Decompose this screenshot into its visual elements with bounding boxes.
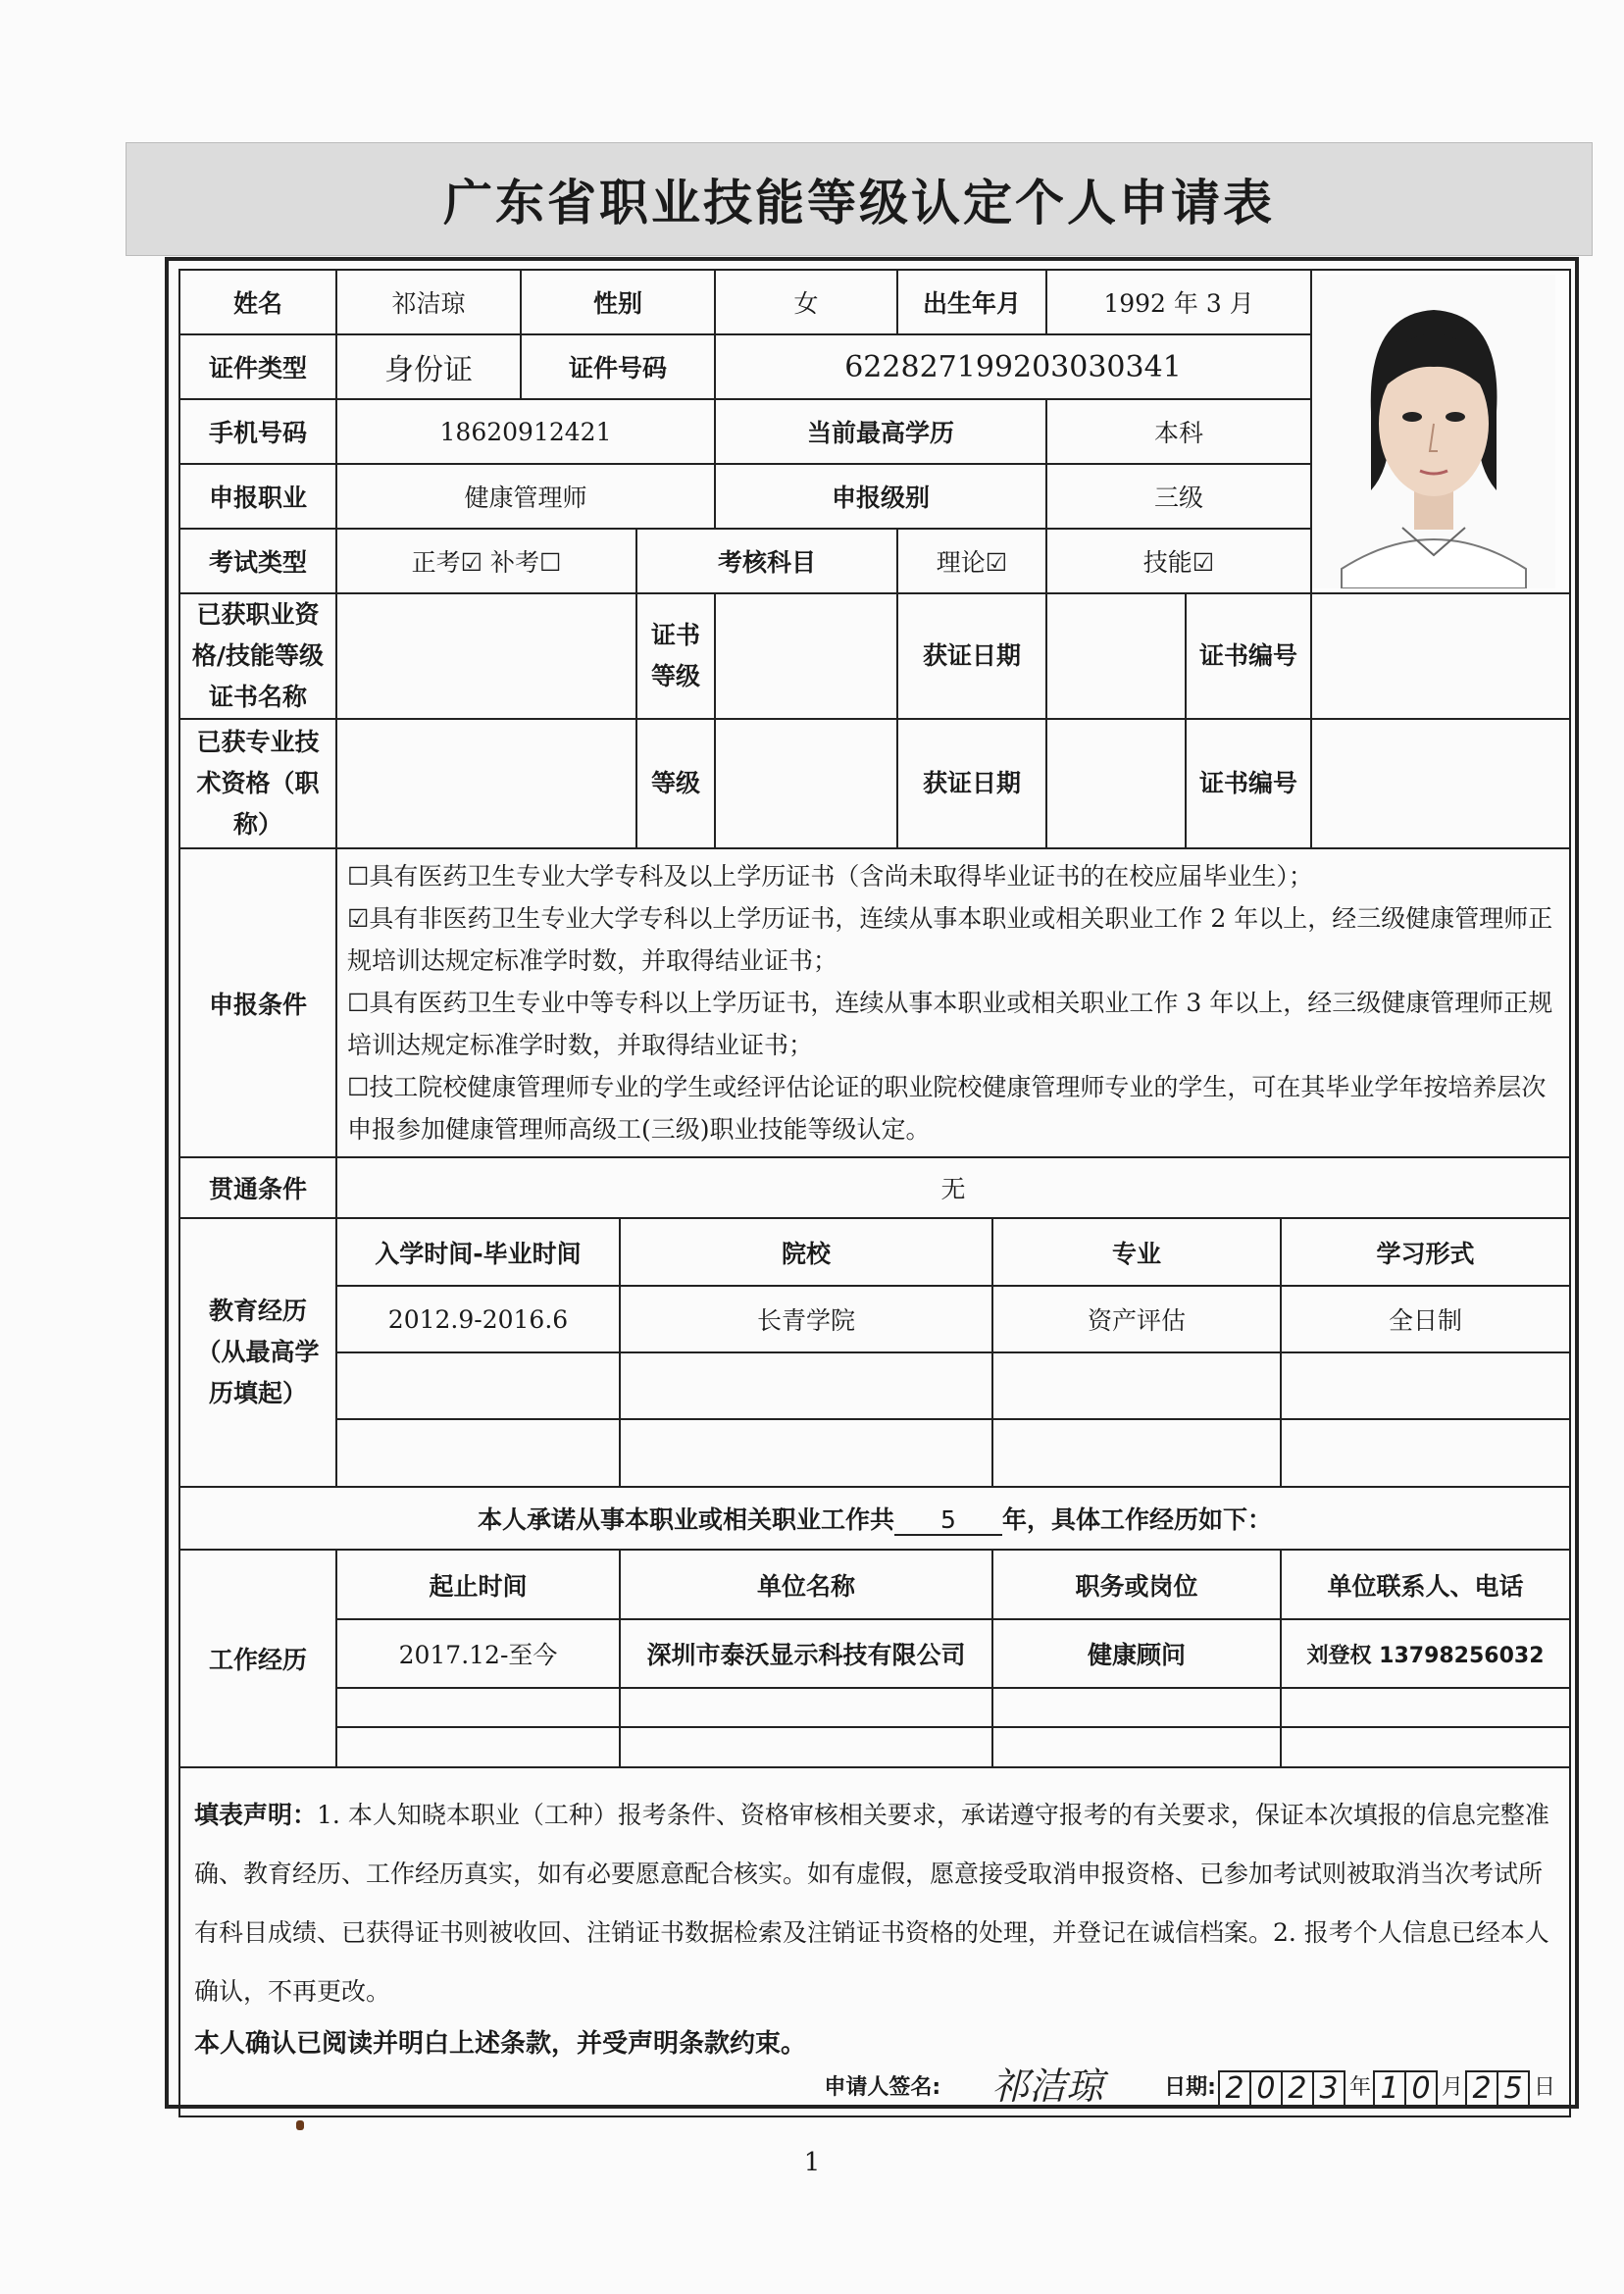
work-period-cell[interactable] (337, 1727, 620, 1766)
work-header-company: 单位名称 (620, 1551, 992, 1619)
condition-option[interactable]: ☐技工院校健康管理师专业的学生或经评估论证的职业院校健康管理师专业的学生，可在其毕业学年按培养层次申报参加健康管理师高级工(三级)职业技能等级认定。 (347, 1073, 1547, 1144)
edu-school-cell[interactable] (620, 1419, 992, 1486)
work-position-cell[interactable] (992, 1727, 1281, 1766)
day-unit: 日 (1534, 2075, 1556, 2100)
id-number-label: 证件号码 (521, 334, 715, 399)
gender-label: 性别 (521, 270, 715, 334)
signature-label: 申请人签名: (824, 2075, 941, 2100)
id-type-label: 证件类型 (179, 334, 336, 399)
edu-period-cell[interactable] (337, 1419, 620, 1486)
portrait-image (1312, 275, 1555, 588)
edu-school-cell[interactable]: 长青学院 (620, 1286, 992, 1352)
edu-period-cell[interactable] (337, 1352, 620, 1419)
date-digit-box[interactable]: 0 (1404, 2070, 1438, 2108)
date-digit-box[interactable]: 0 (1249, 2070, 1283, 2108)
edu-mode-cell[interactable]: 全日制 (1281, 1286, 1569, 1352)
cert-number-label: 证书编号 (1186, 593, 1311, 719)
work-history-label: 工作经历 (179, 1550, 336, 1767)
prof-level-value[interactable] (715, 719, 897, 848)
promise-years[interactable]: 5 (894, 1505, 1002, 1536)
phone-label: 手机号码 (179, 399, 336, 464)
cert-level-value[interactable] (715, 593, 897, 719)
work-company-cell[interactable] (620, 1727, 992, 1766)
edu-header-period: 入学时间-毕业时间 (337, 1219, 620, 1286)
date-digit-box[interactable]: 2 (1218, 2070, 1251, 2108)
gender-value[interactable]: 女 (715, 270, 897, 334)
qualification-label: 已获职业资格/技能等级证书名称 (179, 593, 336, 719)
occupation-value[interactable]: 健康管理师 (336, 464, 715, 529)
year-unit: 年 (1348, 2075, 1371, 2100)
edu-major-cell[interactable] (992, 1419, 1281, 1486)
education-value[interactable]: 本科 (1046, 399, 1311, 464)
education-history-table (336, 1218, 1570, 1487)
work-header-contact: 单位联系人、电话 (1281, 1551, 1569, 1619)
prof-issue-date-label: 获证日期 (897, 719, 1046, 848)
prof-level-label: 等级 (636, 719, 715, 848)
id-type-value[interactable]: 身份证 (336, 334, 521, 399)
promise-suffix: 年，具体工作经历如下： (1002, 1505, 1273, 1534)
condition-option[interactable]: ☑具有非医药卫生专业大学专科以上学历证书，连续从事本职业或相关职业工作 2 年以上，经三级健康管理师正规培训达规定标准学时数，并取得结业证书； (347, 904, 1553, 975)
prof-cert-number-label: 证书编号 (1186, 719, 1311, 848)
professional-title-label: 已获专业技术资格（职称） (179, 719, 336, 848)
name-label: 姓名 (179, 270, 336, 334)
declaration-text: 1. 本人知晓本职业（工种）报考条件、资格审核相关要求，承诺遵守报考的有关要求，保证本次填报的信息完整准确、教育经历、工作经历真实，如有必要愿意配合核实。如有虚假，愿意接受取消申报资格、已参加考试则被取消当次考试所有科目成绩、已获得证书则被收回、注销证书数据检索及注销证书资格的处理，并登记在诚信档案。2. 报考个人信息已经本人确认，不再更改。 (194, 1801, 1549, 2006)
edu-header-school: 院校 (620, 1219, 992, 1286)
education-history-label: 教育经历（从最高学历填起） (179, 1218, 336, 1487)
work-company-cell[interactable] (620, 1688, 992, 1727)
work-contact-cell[interactable] (1281, 1727, 1569, 1766)
qualification-value[interactable] (336, 593, 636, 719)
education-label: 当前最高学历 (715, 399, 1046, 464)
through-label: 贯通条件 (179, 1157, 336, 1218)
date-digit-box[interactable]: 3 (1312, 2070, 1345, 2108)
work-header-position: 职务或岗位 (992, 1551, 1281, 1619)
exam-type-label: 考试类型 (179, 529, 336, 593)
through-value[interactable]: 无 (336, 1157, 1570, 1218)
birth-label: 出生年月 (897, 270, 1046, 334)
declaration-confirm: 本人确认已阅读并明白上述条款，并受声明条款约束。 (194, 2029, 807, 2059)
month-unit: 月 (1441, 2075, 1463, 2100)
work-contact-cell[interactable]: 刘登权 13798256032 (1281, 1619, 1569, 1688)
declaration (179, 1767, 1570, 2116)
edu-header-mode: 学习形式 (1281, 1219, 1569, 1286)
level-label: 申报级别 (715, 464, 1046, 529)
exam-type-options[interactable]: 正考☑ 补考☐ (336, 529, 636, 593)
id-number-value[interactable]: 622827199203030341 (715, 334, 1311, 399)
professional-title-value[interactable] (336, 719, 636, 848)
occupation-label: 申报职业 (179, 464, 336, 529)
date-label: 日期: (1164, 2075, 1216, 2100)
issue-date-value[interactable] (1046, 593, 1186, 719)
name-value[interactable]: 祁洁琼 (336, 270, 521, 334)
work-company-cell[interactable]: 深圳市泰沃显示科技有限公司 (620, 1619, 992, 1688)
date-month-boxes[interactable] (1375, 2070, 1438, 2108)
applicant-photo (1311, 270, 1570, 593)
conditions-list (336, 848, 1570, 1157)
condition-option[interactable]: ☐具有医药卫生专业中等专科以上学历证书，连续从事本职业或相关职业工作 3 年以上，经三级健康管理师正规培训达规定标准学时数，并取得结业证书； (347, 989, 1553, 1059)
page-number: 1 (803, 2148, 821, 2177)
edu-major-cell[interactable] (992, 1352, 1281, 1419)
work-period-cell[interactable]: 2017.12-至今 (337, 1619, 620, 1688)
work-contact-cell[interactable] (1281, 1688, 1569, 1727)
level-value[interactable]: 三级 (1046, 464, 1311, 529)
edu-mode-cell[interactable] (1281, 1419, 1569, 1486)
promise-prefix: 本人承诺从事本职业或相关职业工作共 (477, 1505, 894, 1534)
date-day-boxes[interactable] (1467, 2070, 1530, 2108)
work-header-period: 起止时间 (337, 1551, 620, 1619)
condition-option[interactable]: ☐具有医药卫生专业大学专科及以上学历证书（含尚未取得毕业证书的在校应届毕业生）； (347, 862, 1313, 891)
prof-cert-number-value[interactable] (1311, 719, 1570, 848)
subjects-label: 考核科目 (636, 529, 897, 593)
application-form (178, 269, 1571, 2117)
theory-checkbox[interactable]: 理论☑ (897, 529, 1046, 593)
edu-period-cell[interactable]: 2012.9-2016.6 (337, 1286, 620, 1352)
date-digit-box[interactable]: 1 (1373, 2070, 1406, 2108)
work-period-cell[interactable] (337, 1688, 620, 1727)
issue-date-label: 获证日期 (897, 593, 1046, 719)
date-digit-box[interactable]: 2 (1281, 2070, 1314, 2108)
birth-value[interactable]: 1992 年 3 月 (1046, 270, 1311, 334)
date-year-boxes[interactable] (1220, 2070, 1345, 2108)
work-promise (179, 1487, 1570, 1550)
work-position-cell[interactable] (992, 1688, 1281, 1727)
ink-speck (296, 2120, 304, 2130)
phone-value[interactable]: 18620912421 (336, 399, 715, 464)
conditions-label: 申报条件 (179, 848, 336, 1157)
skill-checkbox[interactable]: 技能☑ (1046, 529, 1311, 593)
edu-major-cell[interactable]: 资产评估 (992, 1286, 1281, 1352)
cert-level-label: 证书等级 (636, 593, 715, 719)
form-title: 广东省职业技能等级认定个人申请表 (443, 175, 1275, 231)
edu-header-major: 专业 (992, 1219, 1281, 1286)
cert-number-value[interactable] (1311, 593, 1570, 719)
signature-row (194, 2066, 1555, 2108)
title-band (126, 142, 1593, 256)
edu-mode-cell[interactable] (1281, 1352, 1569, 1419)
work-position-cell[interactable]: 健康顾问 (992, 1619, 1281, 1688)
declaration-lead: 填表声明： (194, 1801, 318, 1829)
date-digit-box[interactable]: 2 (1465, 2070, 1498, 2108)
prof-issue-date-value[interactable] (1046, 719, 1186, 848)
edu-school-cell[interactable] (620, 1352, 992, 1419)
date-digit-box[interactable]: 5 (1497, 2070, 1530, 2108)
work-history-table (336, 1550, 1570, 1767)
applicant-signature[interactable]: 祁洁琼 (944, 2066, 1150, 2108)
